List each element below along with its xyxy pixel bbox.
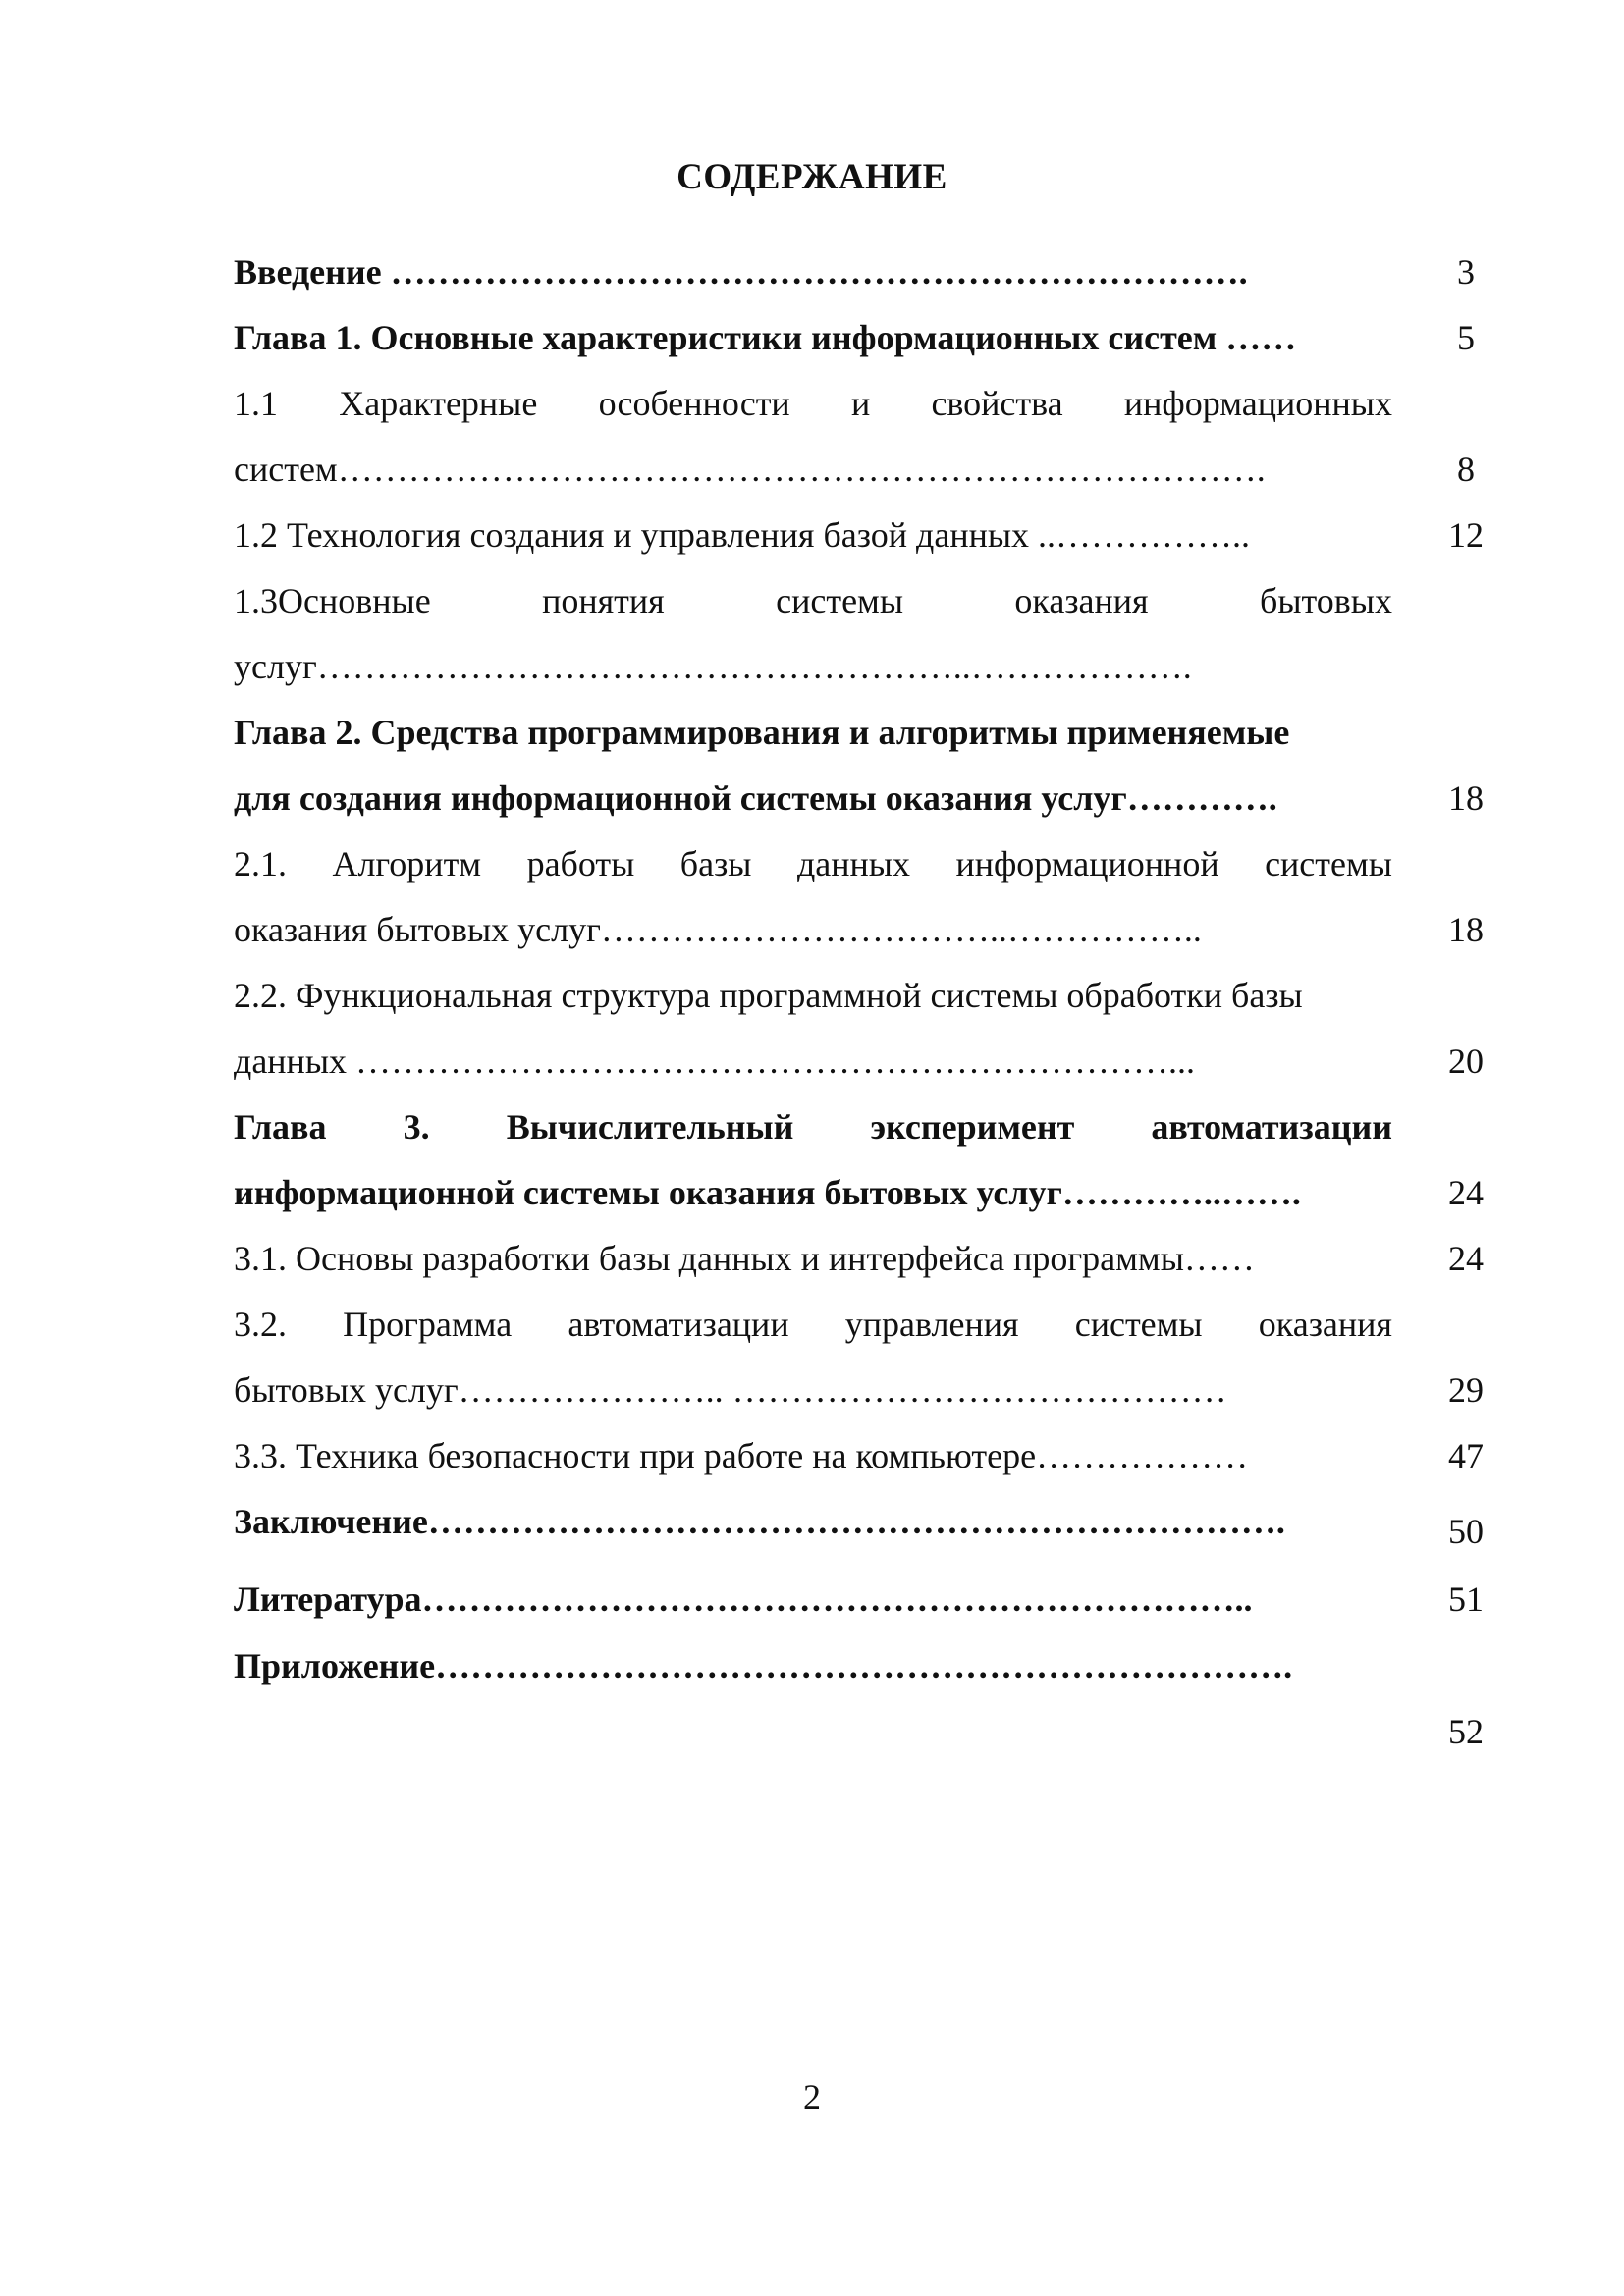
toc-word: оказания xyxy=(1014,581,1149,620)
toc-word: 2.1. xyxy=(234,844,287,883)
toc-entry-section-1-1-continued: систем……………………………………………………………………. xyxy=(234,450,1266,489)
toc-word: оказания xyxy=(1258,1305,1392,1344)
toc-word: Программа xyxy=(343,1305,513,1344)
toc-page-number: 3 xyxy=(1457,252,1475,292)
toc-word: данных xyxy=(796,844,910,883)
toc-word: Вычислительный xyxy=(506,1107,794,1147)
toc-word: понятия xyxy=(542,581,665,620)
toc-entry-section-1-3-continued: услуг………………………………………………..………………. xyxy=(234,647,1192,686)
toc-word: 3. xyxy=(403,1107,430,1147)
toc-page-number: 52 xyxy=(1448,1712,1484,1751)
toc-word: свойства xyxy=(931,384,1063,423)
toc-entry-section-2-1-continued: оказания бытовых услуг……………………………..…………….. xyxy=(234,910,1202,949)
toc-entry-section-3-3: 3.3. Техника безопасности при работе на компьютере……………… xyxy=(234,1436,1249,1475)
toc-entry-section-1-1 xyxy=(234,371,1392,437)
toc-entry-chapter-3-continued: информационной системы оказания бытовых услуг…………..……. xyxy=(234,1173,1301,1212)
toc-page-number: 18 xyxy=(1448,778,1484,818)
toc-entry-section-3-2 xyxy=(234,1292,1392,1358)
toc-word: системы xyxy=(1265,844,1392,883)
toc-entry-appendix: Приложение………………………………………………………………. xyxy=(234,1646,1293,1685)
toc-page-number: 18 xyxy=(1448,910,1484,949)
toc-word: 3.2. xyxy=(234,1305,287,1344)
toc-entry-introduction: Введение ………………………………………………………………. xyxy=(234,252,1248,292)
toc-word: 1.3Основные xyxy=(234,581,431,620)
toc-page-number: 47 xyxy=(1448,1436,1484,1475)
toc-page-number: 8 xyxy=(1457,450,1475,489)
toc-word: особенности xyxy=(598,384,790,423)
toc-word: Алгоритм xyxy=(332,844,482,883)
toc-page-number: 24 xyxy=(1448,1173,1484,1212)
toc-entry-section-3-1: 3.1. Основы разработки базы данных и интерфейса программы…… xyxy=(234,1239,1255,1278)
toc-word: автоматизации xyxy=(568,1305,789,1344)
toc-word: и xyxy=(850,384,871,423)
toc-word: системы xyxy=(1074,1305,1203,1344)
toc-word: автоматизации xyxy=(1151,1107,1392,1147)
toc-entry-section-3-2-continued: бытовых услуг………………….. …………………………………… xyxy=(234,1370,1227,1410)
toc-page-number: 5 xyxy=(1457,318,1475,357)
toc-word: 1.1 xyxy=(234,384,278,423)
footer-page-number: 2 xyxy=(803,2077,821,2116)
toc-word: эксперимент xyxy=(870,1107,1075,1147)
toc-page-number: 51 xyxy=(1448,1579,1484,1619)
toc-entry-chapter-1: Глава 1. Основные характеристики информационных систем …… xyxy=(234,318,1297,357)
toc-page-number: 50 xyxy=(1448,1512,1484,1551)
toc-word: базы xyxy=(679,844,752,883)
toc-page-number: 20 xyxy=(1448,1041,1484,1081)
toc-word: информационной xyxy=(955,844,1219,883)
toc-entry-section-1-3 xyxy=(234,568,1392,634)
toc-entry-section-2-2-continued: данных ……………………………………………………………... xyxy=(234,1041,1196,1081)
toc-entry-conclusion: Заключение………………………………………………………………. xyxy=(234,1502,1285,1541)
toc-word: бытовых xyxy=(1260,581,1392,620)
toc-page-number: 12 xyxy=(1448,515,1484,555)
toc-entry-chapter-3 xyxy=(234,1095,1392,1160)
toc-word: информационных xyxy=(1123,384,1392,423)
toc-entry-section-1-2: 1.2 Технология создания и управления базой данных ..…………….. xyxy=(234,515,1251,555)
toc-word: системы xyxy=(776,581,904,620)
toc-entry-chapter-2-continued: для создания информационной системы оказания услуг…………. xyxy=(234,778,1277,818)
toc-word: Характерные xyxy=(339,384,538,423)
toc-word: Глава xyxy=(234,1107,327,1147)
toc-entry-section-2-2: 2.2. Функциональная структура программной системы обработки базы xyxy=(234,976,1303,1015)
toc-word: управления xyxy=(844,1305,1019,1344)
toc-page-number: 29 xyxy=(1448,1370,1484,1410)
toc-entry-section-2-1 xyxy=(234,831,1392,897)
toc-entry-references: Литература…………………………………………………………….. xyxy=(234,1579,1253,1619)
page-title: СОДЕРЖАНИЕ xyxy=(677,157,947,197)
toc-page-number: 24 xyxy=(1448,1239,1484,1278)
toc-word: работы xyxy=(526,844,635,883)
toc-entry-chapter-2: Глава 2. Средства программирования и алгоритмы применяемые xyxy=(234,713,1290,752)
